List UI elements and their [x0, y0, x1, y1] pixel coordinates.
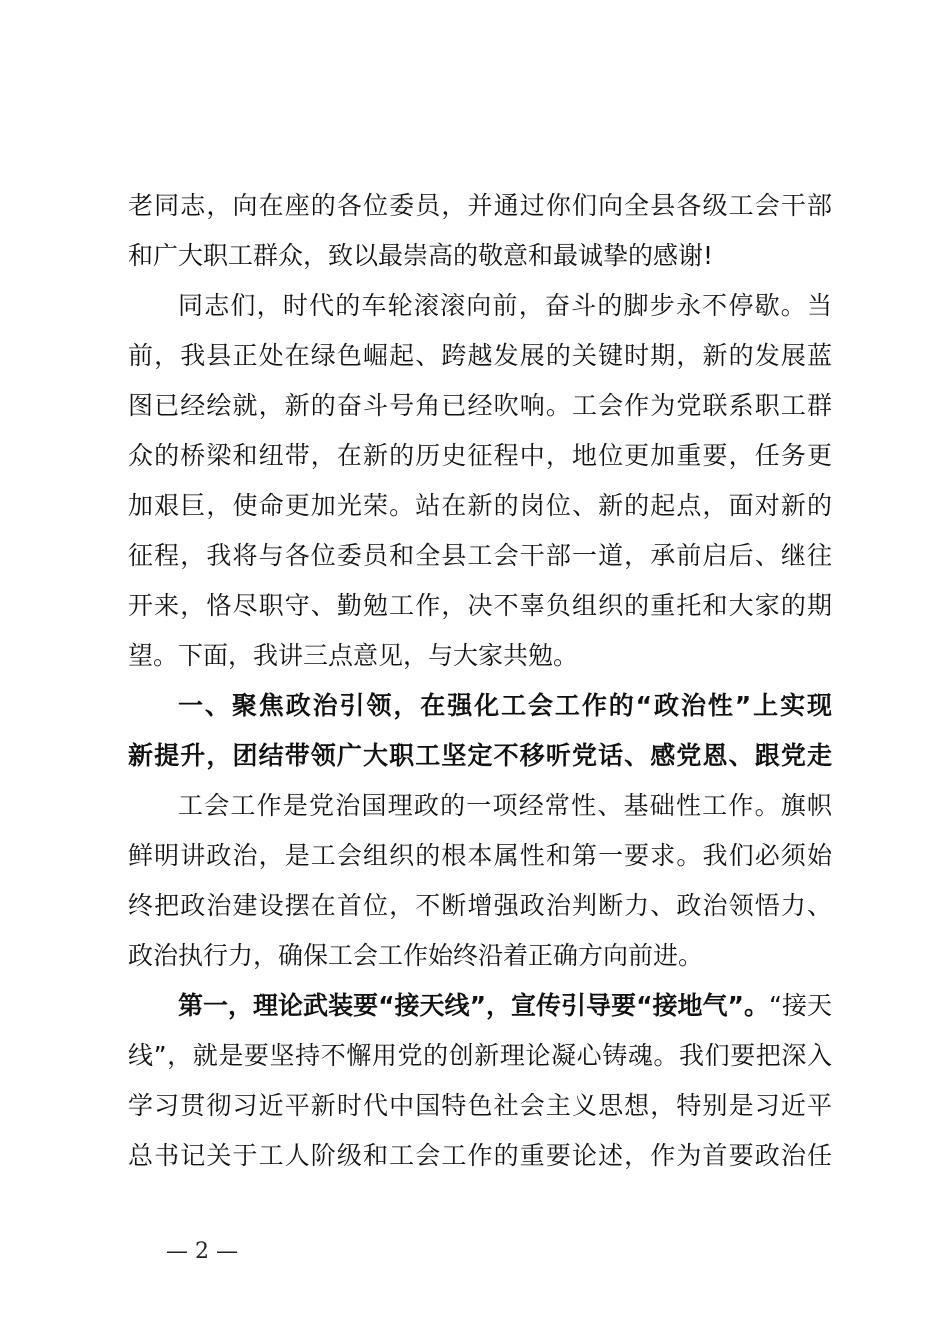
paragraph-line: 望。下面，我讲三点意见，与大家共勉。 [128, 641, 579, 670]
paragraph-line: 线”，就是要坚持不懈用党的创新理论凝心铸魂。我们要把深入 [128, 1041, 832, 1070]
paragraph-line: 前，我县正处在绿色崛起、跨越发展的关键时期，新的发展蓝 [128, 341, 832, 370]
section-heading-line: 一、聚焦政治引领，在强化工会工作的“政治性”上实现 [178, 691, 832, 720]
paragraph-line: 鲜明讲政治，是工会组织的根本属性和第一要求。我们必须始 [128, 841, 832, 870]
paragraph-line: 征程，我将与各位委员和全县工会干部一道，承前启后、继往 [128, 541, 832, 570]
paragraph-line: 众的桥梁和纽带，在新的历史征程中，地位更加重要，任务更 [128, 441, 832, 470]
page-number: — 2 — [166, 1239, 238, 1264]
paragraph-line: 终把政治建设摆在首位，不断增强政治判断力、政治领悟力、 [128, 891, 832, 920]
paragraph-line: 同志们，时代的车轮滚滚向前，奋斗的脚步永不停歇。当 [178, 291, 832, 320]
paragraph-line: 老同志，向在座的各位委员，并通过你们向全县各级工会干部 [128, 191, 832, 220]
paragraph-line: 加艰巨，使命更加光荣。站在新的岗位、新的起点，面对新的 [128, 491, 832, 520]
paragraph-line: 总书记关于工人阶级和工会工作的重要论述，作为首要政治任 [128, 1141, 832, 1170]
paragraph-text: “接天 [769, 991, 832, 1020]
paragraph-line: 政治执行力，确保工会工作始终沿着正确方向前进。 [128, 941, 704, 970]
section-heading-line: 新提升，团结带领广大职工坚定不移听党话、感党恩、跟党走 [128, 741, 832, 770]
paragraph-line: 工会工作是党治国理政的一项经常性、基础性工作。旗帜 [178, 791, 832, 820]
paragraph-line: 开来，恪尽职守、勤勉工作，决不辜负组织的重托和大家的期 [128, 591, 832, 620]
paragraph-line: 学习贯彻习近平新时代中国特色社会主义思想，特别是习近平 [128, 1091, 832, 1120]
paragraph-line: 图已经绘就，新的奋斗号角已经吹响。工会作为党联系职工群 [128, 391, 832, 420]
subheading-text: 第一，理论武装要“接天线”，宣传引导要“接地气”。 [178, 991, 770, 1020]
paragraph-line [178, 984, 832, 1028]
paragraph-line: 和广大职工群众，致以最崇高的敬意和最诚挚的感谢! [128, 241, 714, 270]
